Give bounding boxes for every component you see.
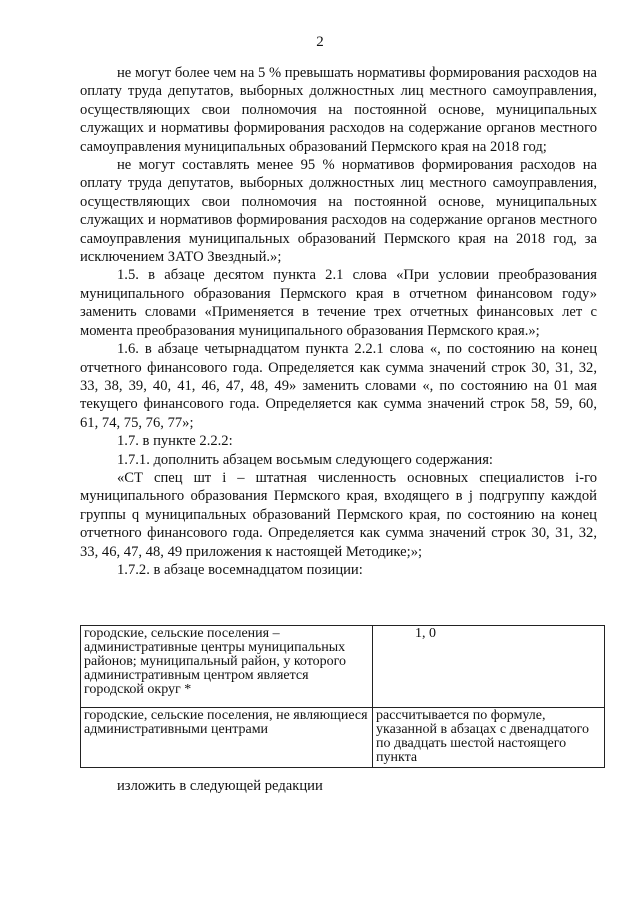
paragraph: 1.7.1. дополнить абзацем восьмым следующего содержания: [117,451,493,468]
position-table [80,625,605,768]
table-row [81,708,605,768]
body-text [80,64,597,579]
paragraph: не могут составлять менее 95 % нормативов формирования расходов на оплату труда депутатов, выборных должностных лиц местного самоуправления, осуществляющих свои полномочия на постоянной основе, муниципальных служащих и нормативов формирования расходов на содержание органов местного самоуправления муниципальных образований Пермского края на 2018 год, за исключением ЗАТО Звездный.»; [80,157,597,266]
paragraph: 1.5. в абзаце десятом пункта 2.1 слова «При условии преобразования муниципального образования Пермского края в отчетном финансовом году» заменить словами «Применяется в течение трех отчетных финансовых лет с момента преобразования муниципального образования Пермского края.»; [80,267,597,339]
table-cell-category: городские, сельские поселения, не являющиеся административными центрами [81,708,373,768]
page-number: 2 [316,34,324,50]
paragraph: 1.6. в абзаце четырнадцатом пункта 2.2.1 слова «, по состоянию на конец отчетного финансового года. Определяется как сумма значений строк 30, 31, 32, 33, 38, 39, 40, 41, 46, 47, 48, 49» заменить словами «, по состоянию на 01 мая текущего финансового года. Определяется как сумма значений строк 58, 59, 60, 61, 74, 75, 76, 77»; [80,341,597,431]
paragraph: «СТ спец шт i – штатная численность основных специалистов i-го муниципального образования Пермского края, входящего в j подгруппу каждой группы q муниципальных образований Пермского края, по состоянию на конец отчетного финансового года. Определяется как сумма значений строк 30, 31, 32, 33, 46, 47, 48, 49 приложения к настоящей Методике;»; [80,469,597,560]
table-cell-category: городские, сельские поселения – административные центры муниципальных районов; муниципальный район, у которого административным центром является городской округ * [81,626,373,708]
paragraph: не могут более чем на 5 % превышать нормативы формирования расходов на оплату труда депутатов, выборных должностных лиц местного самоуправления, осуществляющих свои полномочия на постоянной основе, муниципальных служащих и нормативы формирования расходов на содержание органов местного самоуправления муниципальных образований Пермского края на 2018 год; [80,65,597,155]
table-row [81,626,605,708]
closing-line: изложить в следующей редакции [117,778,323,794]
table-cell-value: 1, 0 [373,626,605,708]
paragraph: 1.7. в пункте 2.2.2: [117,433,233,450]
table-cell-value: рассчитывается по формуле, указанной в абзацах с двенадцатого по двадцать шестой настоящего пункта [373,708,605,768]
paragraph: 1.7.2. в абзаце восемнадцатом позиции: [117,561,363,578]
